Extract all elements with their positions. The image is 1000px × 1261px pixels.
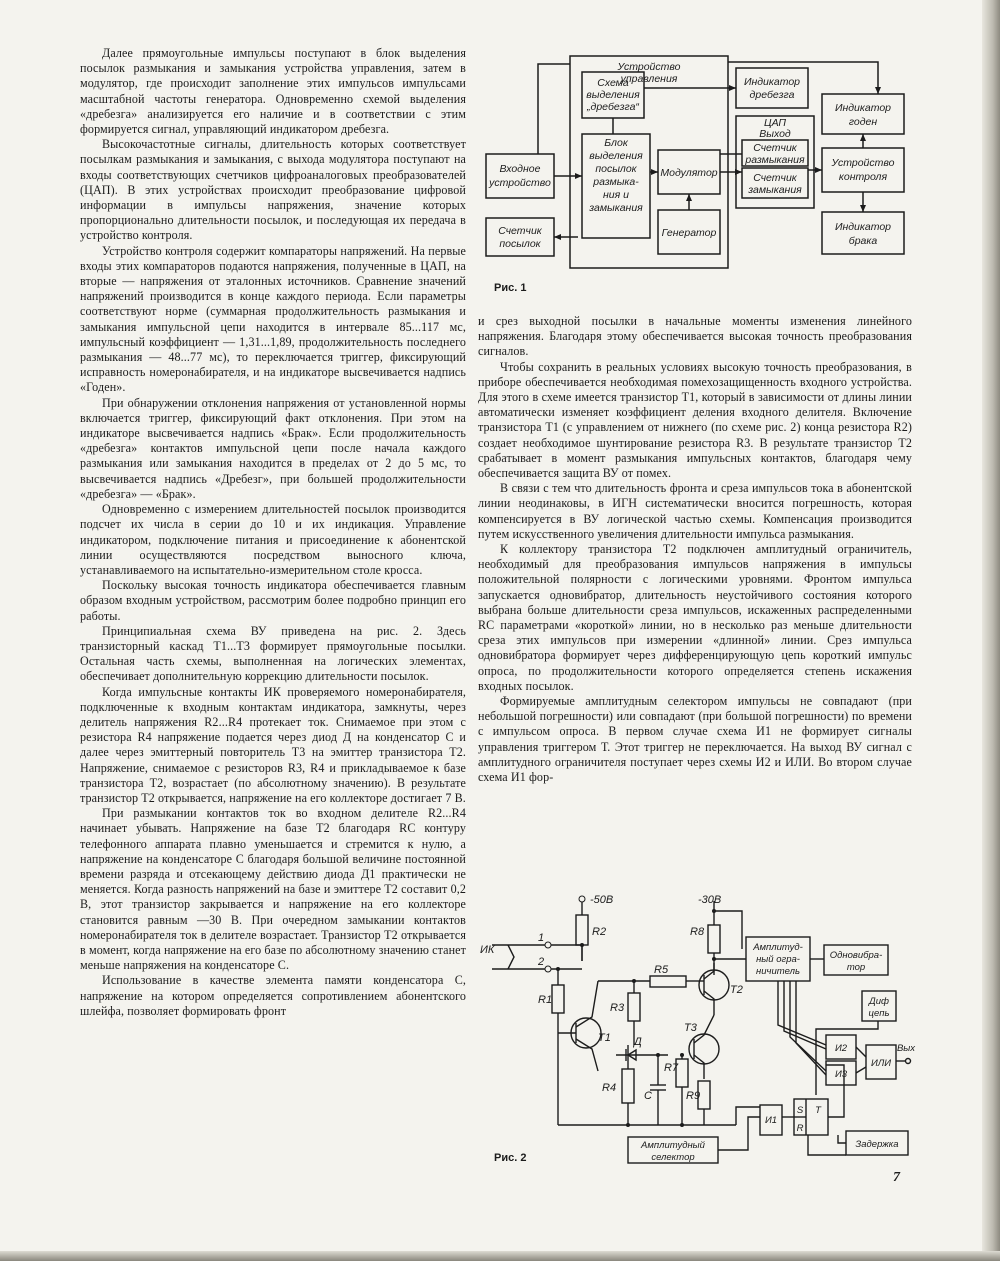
diff-label-1: Диф bbox=[869, 996, 889, 1007]
control-device-label-2: управления bbox=[620, 73, 678, 85]
and2-label: И2 bbox=[834, 1043, 848, 1054]
resistor-r3 bbox=[628, 993, 640, 1021]
r1-label: R1 bbox=[538, 994, 553, 1006]
paragraph: При обнаружении отклонения напряжения от установленной нормы включается триггер, фиксирующий факт отклонения. При этом на индикаторе высвечивается надпись «Брак». Если продолжительность «дребезга» контактов импульсной цепи после начала каждого размыкания или замыкания находится в пределах от 2 до 5 мс, то высвечивается надпись «Дребезг», при большей продолжительности «дребезга» — «Брак». bbox=[80, 395, 466, 501]
figure-1-block-diagram bbox=[478, 42, 918, 302]
diode-label: Д bbox=[634, 1036, 642, 1048]
output-label: Вых bbox=[896, 1043, 916, 1054]
extraction-label-2: выделения bbox=[589, 150, 643, 162]
one-shot-label-1: Одновибра- bbox=[829, 950, 883, 961]
paragraph: Использование в качестве элемента памяти конденсатора С, напряжение на котором определяется сопротивлением абонентского шлейфа, позволяет формировать фронт bbox=[80, 973, 466, 1018]
amp-limiter-label-2: ный огра- bbox=[756, 954, 800, 965]
counter-label-1: Счетчик bbox=[498, 225, 542, 237]
input-device-label-1: Входное bbox=[499, 163, 541, 175]
open-counter-label-2: размыкания bbox=[745, 154, 805, 166]
extraction-label-4: размыка- bbox=[593, 176, 639, 188]
paragraph: Формируемые амплитудным селектором импульсы не совпадают (при небольшой погрешности) или совпадают (при большой погрешности) по времени с импульсом опроса. В первом случае схема И1 не формирует сигналы управления триггером Т. Этот триггер не переключается. На выход ВУ сигнал с амплитудного ограничителя поступает через схемы И2 и ИЛИ. Во втором случае схема И1 фор- bbox=[478, 694, 912, 785]
dac-label-2: Выход bbox=[759, 128, 791, 140]
dac-label-1: ЦАП bbox=[763, 117, 787, 129]
page-number: 7 bbox=[893, 1170, 900, 1185]
bad-indicator-label-1: Индикатор bbox=[834, 221, 892, 233]
check-device-label-1: Устройство bbox=[831, 157, 895, 169]
resistor-r4 bbox=[622, 1069, 634, 1103]
bad-indicator-label-2: брака bbox=[848, 235, 878, 247]
input-device-label-2: устройство bbox=[489, 177, 551, 189]
control-device-label-1: Устройство bbox=[617, 61, 681, 73]
amp-limiter-label-3: ничитель bbox=[756, 966, 800, 977]
modulator-label: Модулятор bbox=[660, 167, 718, 179]
paragraph: Поскольку высокая точность индикатора обеспечивается главным образом входным устройством, рассмотрим более подробно принцип его работы. bbox=[80, 578, 466, 623]
close-counter-label-2: замыкания bbox=[748, 184, 802, 196]
amp-selector-label-1: Амплитудный bbox=[641, 1140, 705, 1151]
extraction-label-3: посылок bbox=[595, 163, 637, 175]
bad-indicator-block bbox=[822, 212, 904, 254]
counter-label-2: посылок bbox=[499, 238, 541, 250]
diff-label-2: цепь bbox=[868, 1008, 890, 1019]
page-edge-shadow bbox=[982, 0, 1000, 1261]
r5-label: R5 bbox=[654, 964, 669, 976]
amp-selector-label-2: селектор bbox=[651, 1152, 695, 1163]
bounce-scheme-label-1: Схема bbox=[597, 77, 629, 89]
t2-label: T2 bbox=[730, 984, 743, 996]
extraction-label-5: ния и bbox=[603, 189, 629, 201]
input-device-block bbox=[486, 154, 554, 198]
paragraph: Когда импульсные контакты ИК проверяемого номеронабирателя, подключенные к входным контактам индикатора, замкнуты, через делитель напряжения R2...R4 протекает ток. Снимаемое при этом с резистора R4 напряжение подается через диод Д на конденсатор С и далее через эмиттерный повторитель T3 на эмиттер транзистора T2. Напряжение, снимаемое с резисторов R3, R4 и прикладываемое к базе транзистора T2, возрастает (по абсолютному значению). В результате транзистор T2 открывается, напряжение на его коллекторе достигает 7 В. bbox=[80, 684, 466, 805]
trigger-r-label: R bbox=[796, 1123, 804, 1134]
figure-1-caption: Рис. 1 bbox=[494, 282, 527, 294]
fit-indicator-block bbox=[822, 94, 904, 134]
paragraph: Одновременно с измерением длительностей посылок производится подсчет их числа в серии до 10 и их индикация. Управление индикатором, подключение питания и присоединение к абонентской линии осуществляются посредством выносного ключа, устанавливаемого на испытательно-измерительном столе кросса. bbox=[80, 502, 466, 577]
extraction-label-6: замыкания bbox=[589, 202, 643, 214]
resistor-r1 bbox=[552, 985, 564, 1013]
bounce-indicator-label-1: Индикатор bbox=[743, 76, 801, 88]
or-label: ИЛИ bbox=[870, 1058, 892, 1069]
bounce-scheme-label-2: выделения bbox=[586, 89, 640, 101]
paragraph: К коллектору транзистора T2 подключен амплитудный ограничитель, необходимый для преобразования импульсов напряжения в импульсы положительной полярности с логическими уровнями. Фронтом импульса запускается одновибратор, длительность неустойчивого состояния которого выбрана больше длительности среза импульсов, искаженных распределенными RC параметрами «короткой» линии, но в несколько раз меньше длительности среза этих импульсов при измерении «длинной» линии. Срез импульса одновибратора формирует через дифференцирующую цепь короткий импульс опроса, по продолжительности которого определяется степень искажения входных посылок. bbox=[478, 542, 912, 693]
supply-30v-label: -30В bbox=[698, 894, 722, 906]
r9-label: R9 bbox=[686, 1090, 701, 1102]
resistor-r8 bbox=[708, 925, 720, 953]
fit-indicator-label-2: годен bbox=[848, 116, 878, 128]
check-device-block bbox=[822, 148, 904, 192]
resistor-r2 bbox=[576, 915, 588, 945]
paragraph: Высокочастотные сигналы, длительность которых соответствует посылкам размыкания и замыкания, с выхода модулятора поступают на входы соответствующих счетчиков цифроаналоговых преобразователей (ЦАП). В этих устройствах происходит преобразование цифровой информации в импульсы напряжения, значение которых пропорционально длительности посылок, и последующая их передача в устройство контроля. bbox=[80, 137, 466, 243]
delay-label: Задержка bbox=[855, 1139, 899, 1150]
terminal-2-label: 2 bbox=[538, 956, 545, 968]
page-bottom-shadow bbox=[0, 1251, 1000, 1261]
paragraph: Далее прямоугольные импульсы поступают в блок выделения посылок размыкания и замыкания устройства управления, затем в модулятор, где происходит заполнение этих импульсов импульсами масштабной частоты генератора. Одновременно схемой выделения «дребезга» анализируется его наличие и в соответствии с этим формируется сигнал, управляющий индикатором дребезга. bbox=[80, 46, 466, 137]
counter-block bbox=[486, 218, 554, 256]
paragraph: При размыкании контактов ток во входном делителе R2...R4 начинает убывать. Напряжение на базе T2 благодаря RC контуру телефонного аппарата плавно уменьшается и стремится к нулю, а напряжение на конденсаторе С благодаря большой величине постоянной времени разряда и отсекающему действию диода Д1 практически не меняется. Когда разность напряжений на базе и эмиттере T2 составит 0,2 В, этот транзистор закрывается и напряжение на его коллекторе становится равным —30 В. При очередном замыкании контактов номеронабирателя ток в делителе возрастает. Транзистор T2 открывается в момент, когда напряжение на его базе по абсолютному значению станет меньше напряжения на конденсаторе С. bbox=[80, 806, 466, 973]
figure-2-caption: Рис. 2 bbox=[494, 1152, 527, 1164]
figure-2-circuit-diagram bbox=[478, 885, 918, 1170]
supply-50v-label: -50В bbox=[590, 894, 614, 906]
check-device-label-2: контроля bbox=[838, 171, 888, 183]
terminal-1-label: 1 bbox=[538, 932, 545, 944]
paragraph: Устройство контроля содержит компараторы напряжений. На первые входы этих компараторов подаются напряжения, полученные в ЦАП, на вторые — напряжения от эталонных источников. Сравнение значений напряжений производится в конце каждого периода. Если параметры соответствуют норме (суммарная продолжительность размыкания и замыкания импульсной цепи находится в интервале 85...117 мс, импульсный коэффициент — 1,31...1,89, продолжительность последнего размыкания — 48...77 мс), то переключается триггер, фиксирующий исправность номеронабирателя, и на индикаторе высвечивается надпись «Годен». bbox=[80, 243, 466, 395]
bounce-indicator-block bbox=[736, 68, 808, 108]
close-counter-label-1: Счетчик bbox=[753, 172, 797, 184]
capacitor-label: C bbox=[644, 1090, 652, 1102]
left-text-column bbox=[80, 46, 466, 1019]
t1-label: T1 bbox=[598, 1032, 611, 1044]
r8-label: R8 bbox=[690, 926, 705, 938]
paragraph: Чтобы сохранить в реальных условиях высокую точность преобразования, в приборе обеспечивается необходимая помехозащищенность входного устройства. Для этого в схеме имеется транзистор T1, который в зависимости от длины линии автоматически изменяет коэффициент деления входного делителя. Включение транзистора T1 (с управлением от нижнего (по схеме рис. 2) конца резистора R2) создает необходимое шунтирование резистора R3. В результате транзистор T2 срабатывает в момент размыкания импульсных контактов, благодаря чему обеспечивается защита ВУ от помех. bbox=[478, 359, 912, 481]
bounce-indicator-label-2: дребезга bbox=[749, 89, 795, 101]
resistor-r5 bbox=[650, 976, 686, 987]
extraction-label-1: Блок bbox=[604, 137, 628, 149]
open-counter-label-1: Счетчик bbox=[753, 142, 797, 154]
paragraph: В связи с тем что длительность фронта и среза импульсов тока в абонентской линии неодинаковы, в ИГН систематически вносится погрешность, которая компенсируется в ВУ логической частью схемы. Компенсация производится путем искусственного увеличения длительности импульса размыкания. bbox=[478, 481, 912, 541]
r7-label: R7 bbox=[664, 1062, 679, 1074]
fit-indicator-label-1: Индикатор bbox=[834, 102, 892, 114]
paragraph: Принципиальная схема ВУ приведена на рис. 2. Здесь транзисторный каскад T1...T3 формирует прямоугольные посылки. Остальная часть схемы, выполненная на логических элементах, обеспечивает дополнительную коррекцию длительности посылок. bbox=[80, 623, 466, 684]
trigger-s-label: S bbox=[796, 1105, 804, 1116]
amp-limiter-label-1: Амплитуд- bbox=[753, 942, 803, 953]
one-shot-label-2: тор bbox=[846, 962, 866, 973]
right-text-column bbox=[478, 314, 912, 785]
generator-label: Генератор bbox=[661, 227, 717, 239]
t3-label: T3 bbox=[684, 1022, 697, 1034]
and3-label: И3 bbox=[834, 1069, 848, 1080]
r2-label: R2 bbox=[592, 926, 607, 938]
bounce-scheme-label-3: „дребезга“ bbox=[587, 101, 639, 113]
trigger-t-label: T bbox=[815, 1105, 821, 1116]
ik-label: ИК bbox=[480, 944, 495, 956]
and1-label: И1 bbox=[764, 1115, 778, 1126]
r3-label: R3 bbox=[610, 1002, 625, 1014]
paragraph: и срез выходной посылки в начальные моменты изменения линейного напряжения. Благодаря этому обеспечивается высокая точность преобразования сигналов. bbox=[478, 314, 912, 359]
r4-label: R4 bbox=[602, 1082, 617, 1094]
